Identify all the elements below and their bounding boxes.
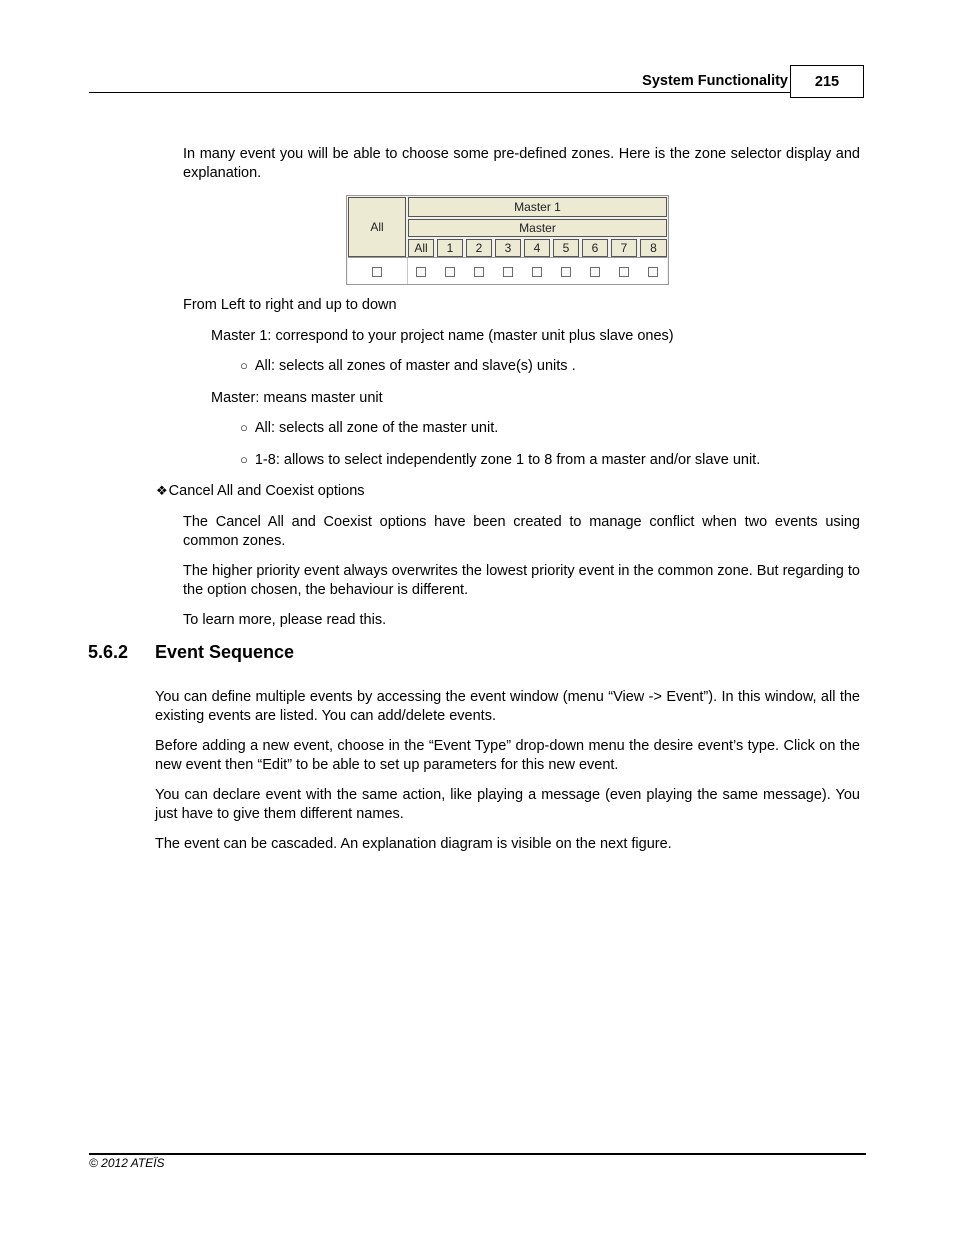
footer-rule xyxy=(89,1153,866,1155)
section-paragraph-1: You can define multiple events by accessing the event window (menu “View -> Event”). In this window, all the existing events are listed. You can add/delete events. xyxy=(155,689,860,724)
section-paragraph-2: Before adding a new event, choose in the “Event Type” drop-down menu the desire event’s type. Click on the new event then “Edit” to be able to set up parameters for this new event. xyxy=(155,738,860,773)
master-all-text: All: selects all zone of the master unit. xyxy=(254,420,499,436)
master1-description: Master 1: correspond to your project name (master unit plus slave ones) xyxy=(211,328,674,344)
checkbox-zone-7[interactable] xyxy=(619,267,629,277)
zone-label-all: All xyxy=(408,239,434,257)
header-rule xyxy=(89,92,791,93)
checkbox-zone-5[interactable] xyxy=(561,267,571,277)
master1-all-text: All: selects all zones of master and slave(s) units . xyxy=(254,358,576,374)
checkbox-all-zones[interactable] xyxy=(372,267,382,277)
master1-header: Master 1 xyxy=(408,197,667,217)
section-number: 5.6.2 xyxy=(88,642,129,662)
cancel-options-heading xyxy=(156,482,365,500)
cancel-paragraph-2: The higher priority event always overwrites the lowest priority event in the common zone. But regarding to the option chosen, the behaviour is different. xyxy=(183,563,860,598)
master-all-item xyxy=(240,419,498,437)
zone-checkbox-row xyxy=(348,257,667,284)
circle-bullet-icon: ○ xyxy=(240,420,248,435)
zone-label-1: 1 xyxy=(437,239,463,257)
circle-bullet-icon: ○ xyxy=(240,358,248,373)
page-number: 215 xyxy=(790,65,864,98)
circle-bullet-icon: ○ xyxy=(240,452,248,467)
zone-all-header: All xyxy=(348,197,406,257)
zone-label-3: 3 xyxy=(495,239,521,257)
divider xyxy=(407,258,408,284)
section-title: Event Sequence xyxy=(155,642,295,662)
header-title: System Functionality xyxy=(642,73,788,89)
zone-selector-figure xyxy=(346,195,669,285)
checkbox-master-all[interactable] xyxy=(416,267,426,277)
zone-label-8: 8 xyxy=(640,239,667,257)
zone-label-6: 6 xyxy=(582,239,608,257)
checkbox-zone-6[interactable] xyxy=(590,267,600,277)
diamond-bullet-icon: ❖ xyxy=(156,483,168,498)
checkbox-zone-1[interactable] xyxy=(445,267,455,277)
checkbox-zone-8[interactable] xyxy=(648,267,658,277)
footer-copyright: © 2012 ATEÏS xyxy=(89,1156,165,1170)
zone-label-2: 2 xyxy=(466,239,492,257)
master-header: Master xyxy=(408,219,667,237)
section-paragraph-3: You can declare event with the same action, like playing a message (even playing the same message). You just have to give them different names. xyxy=(155,787,860,822)
zone-label-7: 7 xyxy=(611,239,637,257)
cancel-paragraph-3: To learn more, please read this. xyxy=(183,612,387,628)
cancel-options-heading-text: Cancel All and Coexist options xyxy=(168,483,365,499)
zone-label-5: 5 xyxy=(553,239,579,257)
section-paragraph-4: The event can be cascaded. An explanation diagram is visible on the next figure. xyxy=(155,836,672,852)
master-description: Master: means master unit xyxy=(211,390,383,406)
checkbox-zone-2[interactable] xyxy=(474,267,484,277)
checkbox-zone-3[interactable] xyxy=(503,267,513,277)
master-range-item xyxy=(240,451,760,469)
from-left-text: From Left to right and up to down xyxy=(183,297,397,313)
checkbox-zone-4[interactable] xyxy=(532,267,542,277)
master-range-text: 1-8: allows to select independently zone 1 to 8 from a master and/or slave unit. xyxy=(254,452,761,468)
intro-paragraph: In many event you will be able to choose some pre-defined zones. Here is the zone selector display and explanation. xyxy=(183,146,860,181)
cancel-paragraph-1: The Cancel All and Coexist options have been created to manage conflict when two events using common zones. xyxy=(183,514,860,549)
master1-all-item xyxy=(240,357,576,375)
zone-label-4: 4 xyxy=(524,239,550,257)
